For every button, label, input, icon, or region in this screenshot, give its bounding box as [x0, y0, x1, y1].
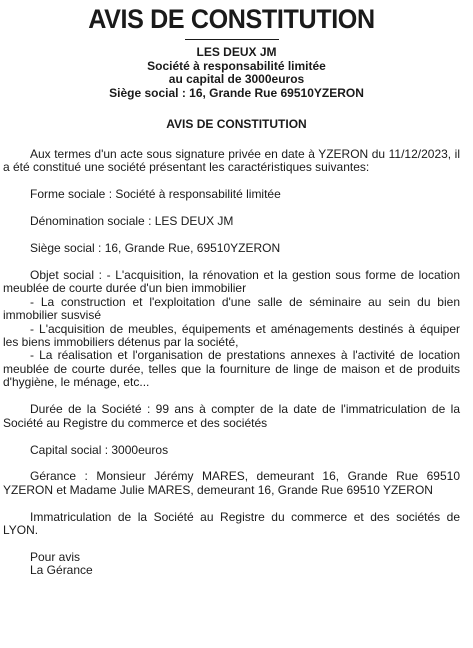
company-name: LES DEUX JM: [196, 45, 277, 59]
company-form: Société à responsabilité limitée: [147, 58, 326, 73]
objet-line-1: Objet social : - L'acquisition, la rénovation et la gestion sous forme de location meublée de courte durée d'un bien immobilier: [3, 268, 460, 296]
denomination-paragraph: Dénomination sociale : LES DEUX JM: [30, 214, 234, 229]
siege-paragraph: Siège social : 16, Grande Rue, 69510YZERON: [30, 241, 281, 256]
company-header: [13, 46, 460, 100]
sign-line-1: Pour avis: [30, 550, 81, 565]
main-title: AVIS DE CONSTITUTION: [88, 4, 375, 34]
duree-paragraph: Durée de la Société : 99 ans à compter de la date de l'immatriculation de la Société au Registre du commerce et des sociétés: [3, 402, 460, 430]
legal-notice-page: [0, 4, 473, 648]
forme-paragraph: Forme sociale : Société à responsabilité limitée: [30, 187, 281, 202]
objet-line-3: - L'acquisition de meubles, équipements et aménagements destinés à équiper les biens immobiliers détenus par la société,: [3, 321, 460, 350]
notice-body: [3, 148, 460, 538]
title-divider: [185, 39, 279, 40]
capital-paragraph: Capital social : 3000euros: [30, 442, 169, 457]
intro-paragraph: Aux termes d'un acte sous signature privée en date à YZERON du 11/12/2023, il a été constitué une société présentant les caractéristiques suivantes:: [3, 147, 460, 175]
sign-line-2: La Gérance: [30, 563, 93, 578]
signature-block: [3, 551, 460, 578]
company-seat: Siège social : 16, Grande Rue 69510YZERON: [109, 85, 364, 100]
gerance-paragraph: Gérance : Monsieur Jérémy MARES, demeurant 16, Grande Rue 69510 YZERON et Madame Julie MARES, demeurant 16, Grande Rue 69510 YZERON: [3, 469, 460, 497]
section-title: AVIS DE CONSTITUTION: [166, 117, 307, 131]
objet-block: [3, 269, 460, 390]
objet-line-2: - La construction et l'exploitation d'une salle de séminaire au sein du bien immobilier susvisé: [3, 294, 460, 323]
immatriculation-paragraph: Immatriculation de la Société au Registre du commerce et des sociétés de LYON.: [3, 509, 460, 538]
objet-line-4: - La réalisation et l'organisation de prestations annexes à l'activité de location meublée de courte durée, telles que la fourniture de linge de maison et de produits d'hygiène, le ménage, etc...: [3, 348, 460, 390]
company-capital: au capital de 3000euros: [168, 72, 305, 86]
